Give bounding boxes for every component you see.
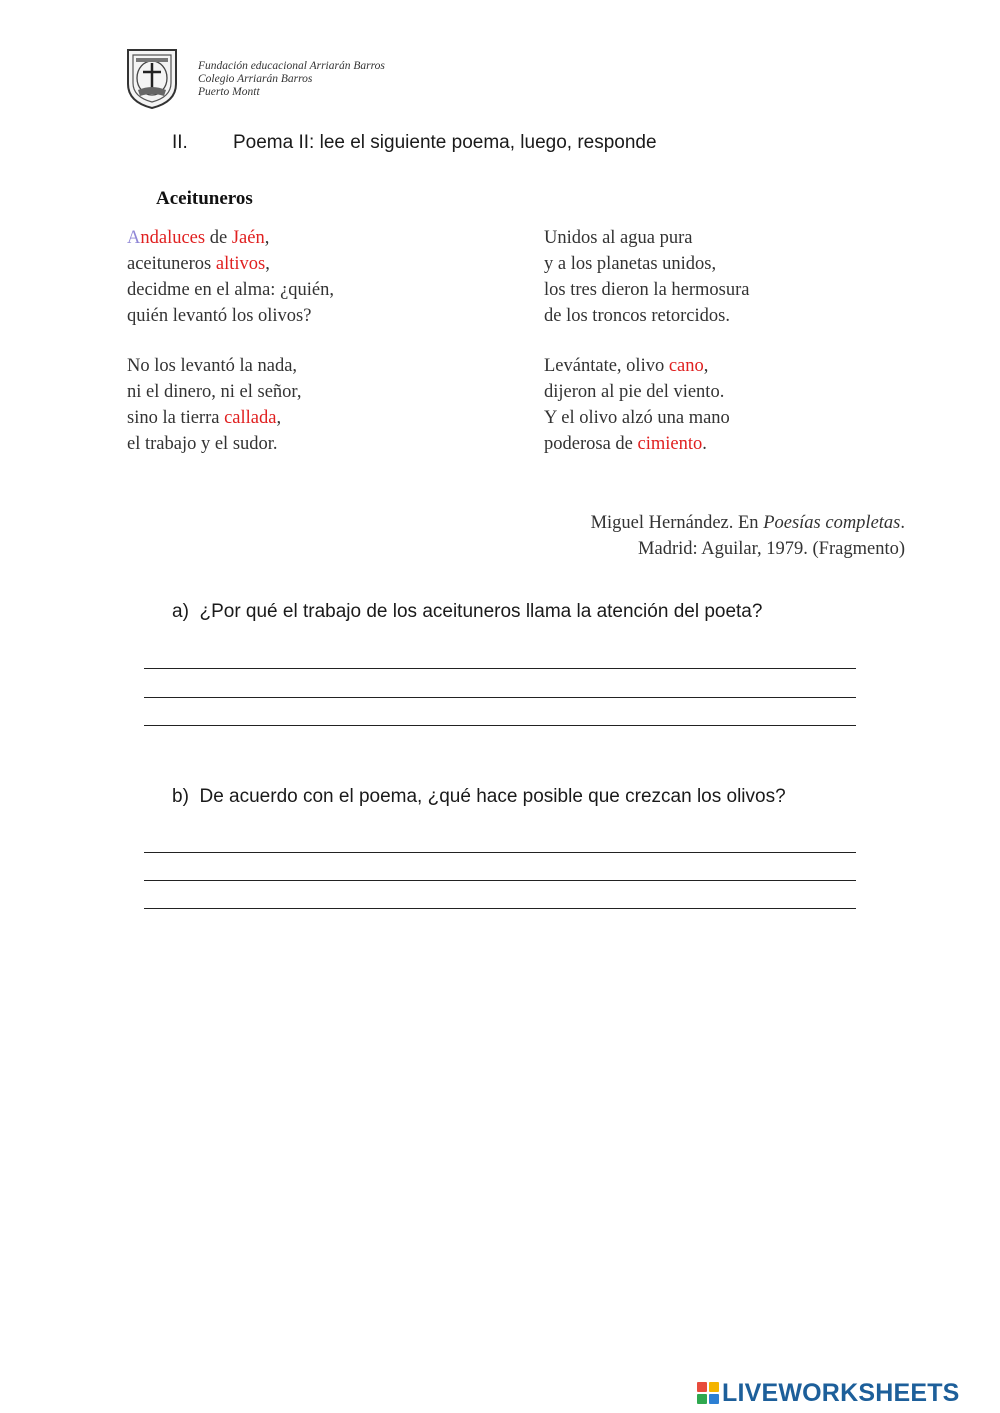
highlight-word: A xyxy=(127,228,141,248)
credit-line-1 xyxy=(591,510,905,536)
line-text: , xyxy=(264,228,270,248)
line-text: poderosa de xyxy=(544,434,638,454)
poem-stanza-3 xyxy=(544,225,750,329)
question-label: b) xyxy=(172,786,189,807)
credit-dot: . xyxy=(900,513,905,533)
highlight-word: cano xyxy=(668,356,704,376)
poem-credit xyxy=(591,510,905,562)
poem-line: No los levantó la nada, xyxy=(127,356,298,376)
poem-line: Unidos al agua pura xyxy=(544,228,693,248)
school-city: Puerto Montt xyxy=(198,86,260,98)
section-title: Poema II: lee el siguiente poema, luego, responde xyxy=(233,132,657,153)
answer-line-b3[interactable] xyxy=(144,908,856,910)
highlight-word: ndaluces xyxy=(140,228,206,248)
brand-name: LIVEWORKSHEETS xyxy=(722,1378,960,1407)
question-a xyxy=(172,601,762,623)
line-text: , xyxy=(276,408,282,428)
poem-line: dijeron al pie del viento. xyxy=(544,382,725,402)
poem-line xyxy=(127,251,334,277)
school-name: Colegio Arriarán Barros xyxy=(198,73,313,85)
poem-line: y a los planetas unidos, xyxy=(544,254,717,274)
poem-stanza-1 xyxy=(127,225,334,329)
question-label: a) xyxy=(172,601,189,622)
line-text: aceituneros xyxy=(127,254,216,274)
poem-line xyxy=(127,225,334,251)
highlight-word: altivos xyxy=(215,254,266,274)
line-text: , xyxy=(703,356,709,376)
poem-line xyxy=(127,405,301,431)
school-info xyxy=(198,60,385,99)
school-crest-icon xyxy=(124,44,180,110)
liveworksheets-logo xyxy=(697,1378,960,1408)
poem-line: los tres dieron la hermosura xyxy=(544,280,750,300)
credit-author: Miguel Hernández. En xyxy=(590,513,764,533)
highlight-word: cimiento xyxy=(637,434,703,454)
poem-line: quién levantó los olivos? xyxy=(127,306,312,326)
poem-line: el trabajo y el sudor. xyxy=(127,434,278,454)
answer-line-a1[interactable] xyxy=(144,668,856,670)
question-text: De acuerdo con el poema, ¿qué hace posible que crezcan los olivos? xyxy=(199,786,786,807)
poem-stanza-4 xyxy=(544,353,730,457)
poem-line xyxy=(544,353,730,379)
line-text: sino la tierra xyxy=(127,408,225,428)
highlight-word: callada xyxy=(224,408,277,428)
poem-line: decidme en el alma: ¿quién, xyxy=(127,280,335,300)
credit-book: Poesías completas xyxy=(763,513,901,533)
poem-line: ni el dinero, ni el señor, xyxy=(127,382,302,402)
foundation-name: Fundación educacional Arriarán Barros xyxy=(198,60,385,72)
answer-line-a2[interactable] xyxy=(144,697,856,699)
poem-line: de los troncos retorcidos. xyxy=(544,306,730,326)
section-number: II. xyxy=(172,132,188,153)
line-text: , xyxy=(265,254,270,274)
answer-line-a3[interactable] xyxy=(144,725,856,727)
poem-line xyxy=(544,431,730,457)
poem-stanza-2 xyxy=(127,353,301,457)
liveworksheets-mark-icon xyxy=(697,1382,719,1404)
question-text: ¿Por qué el trabajo de los aceituneros llama la atención del poeta? xyxy=(199,601,763,622)
answer-line-b2[interactable] xyxy=(144,880,856,882)
poem-title: Aceituneros xyxy=(156,188,253,209)
line-text: Levántate, olivo xyxy=(544,356,669,376)
question-b xyxy=(172,786,786,808)
credit-edition: Madrid: Aguilar, 1979. (Fragmento) xyxy=(638,539,905,559)
answer-line-b1[interactable] xyxy=(144,852,856,854)
line-text: de xyxy=(205,228,232,248)
highlight-word: Jaén xyxy=(231,228,265,248)
poem-line: Y el olivo alzó una mano xyxy=(544,408,730,428)
line-text: . xyxy=(702,434,707,454)
